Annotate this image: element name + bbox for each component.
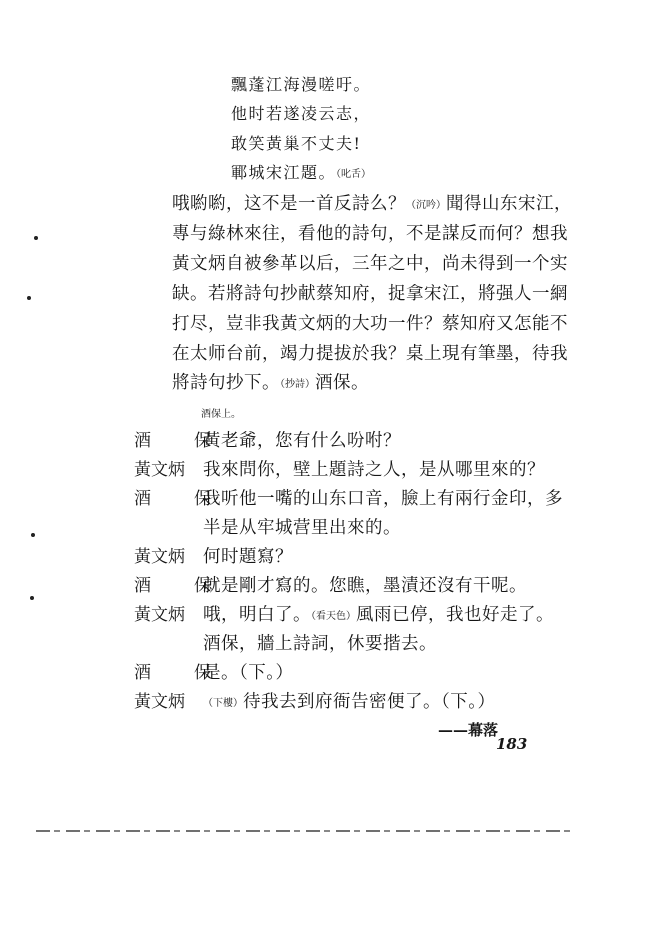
scan-speck	[30, 596, 34, 600]
speaker-huang: 黃文炳	[134, 692, 185, 712]
stage-note: （沉吟）	[406, 200, 446, 211]
dialogue-line: 我听他一嘴的山东口音，臉上有兩行金印，多	[203, 489, 563, 509]
monologue-line-2: 專与綠林來往，看他的詩句，不是謀反而何？想我	[172, 224, 568, 244]
scan-speck	[27, 296, 31, 300]
stage-note: （看天色）	[311, 611, 356, 622]
monologue-line-5: 打尽，豈非我黃文炳的大功一件？蔡知府又怎能不	[172, 314, 568, 334]
poem-line-3: 敢笑黃巢不丈夫!	[231, 134, 362, 153]
poem-line-2: 他时若遂凌云志，	[231, 104, 372, 123]
monologue-line-7	[172, 372, 369, 396]
poem-stage-note: （叱舌）	[336, 169, 372, 180]
monologue-text: 哦喲喲，这不是一首反詩么？	[172, 194, 406, 214]
monologue-text: 聞得山东宋江，	[446, 194, 572, 214]
speaker-waiter: 酒 保	[134, 576, 224, 596]
poem-line-4	[231, 162, 371, 186]
dialogue-line: 黃老爺，您有什么吩咐？	[203, 431, 401, 451]
speaker-huang: 黃文炳	[134, 547, 185, 567]
curtain-fall: ——幕落	[438, 721, 499, 739]
dialogue-text: 哦，明白了。	[203, 605, 311, 625]
dialogue-line: 我來問你，壁上題詩之人，是从哪里來的？	[203, 460, 545, 480]
speaker-huang: 黃文炳	[134, 460, 185, 480]
dialogue-text: 待我去到府衙告密便了。（下。）	[243, 692, 496, 712]
stage-note: （抄詩）	[280, 379, 315, 390]
page-number: 183	[496, 735, 528, 753]
stage-note: （下樓）	[203, 698, 243, 709]
dialogue-line: 酒保，牆上詩詞，休要揩去。	[203, 634, 437, 654]
dialogue-line: 是。（下。）	[203, 663, 294, 683]
dialogue-line: 半是从牢城营里出來的。	[203, 518, 401, 538]
monologue-text: 將詩句抄下。	[172, 373, 280, 393]
stage-direction: 酒保上。	[201, 409, 241, 420]
dialogue-line	[203, 691, 496, 715]
monologue-line-3: 黃文炳自被參革以后，三年之中，尚未得到一个实	[172, 254, 568, 274]
speaker-waiter: 酒 保	[134, 431, 224, 451]
scan-edge-line	[36, 830, 576, 832]
monologue-text: 酒保。	[315, 373, 369, 393]
monologue-line-4: 缺。若將詩句抄献蔡知府，捉拿宋江，將强人一網	[172, 284, 568, 304]
dialogue-line	[203, 604, 554, 628]
scan-speck	[31, 533, 35, 537]
dialogue-line: 就是剛才寫的。您瞧，墨漬还沒有干呢。	[203, 576, 527, 596]
speaker-huang: 黃文炳	[134, 605, 185, 625]
scan-speck	[34, 236, 38, 240]
speaker-waiter: 酒 保	[134, 489, 224, 509]
monologue-line-6: 在太师台前，竭力提拔於我？桌上現有筆墨，待我	[172, 344, 568, 364]
monologue-line-1	[172, 193, 572, 217]
poem-signature: 鄆城宋江題。	[231, 163, 337, 182]
dialogue-line: 何时題寫？	[203, 547, 293, 567]
dialogue-text: 風雨已停，我也好走了。	[356, 605, 554, 625]
speaker-waiter: 酒 保	[134, 663, 224, 683]
poem-line-1: 飄蓬江海漫嗟吁。	[231, 75, 372, 94]
